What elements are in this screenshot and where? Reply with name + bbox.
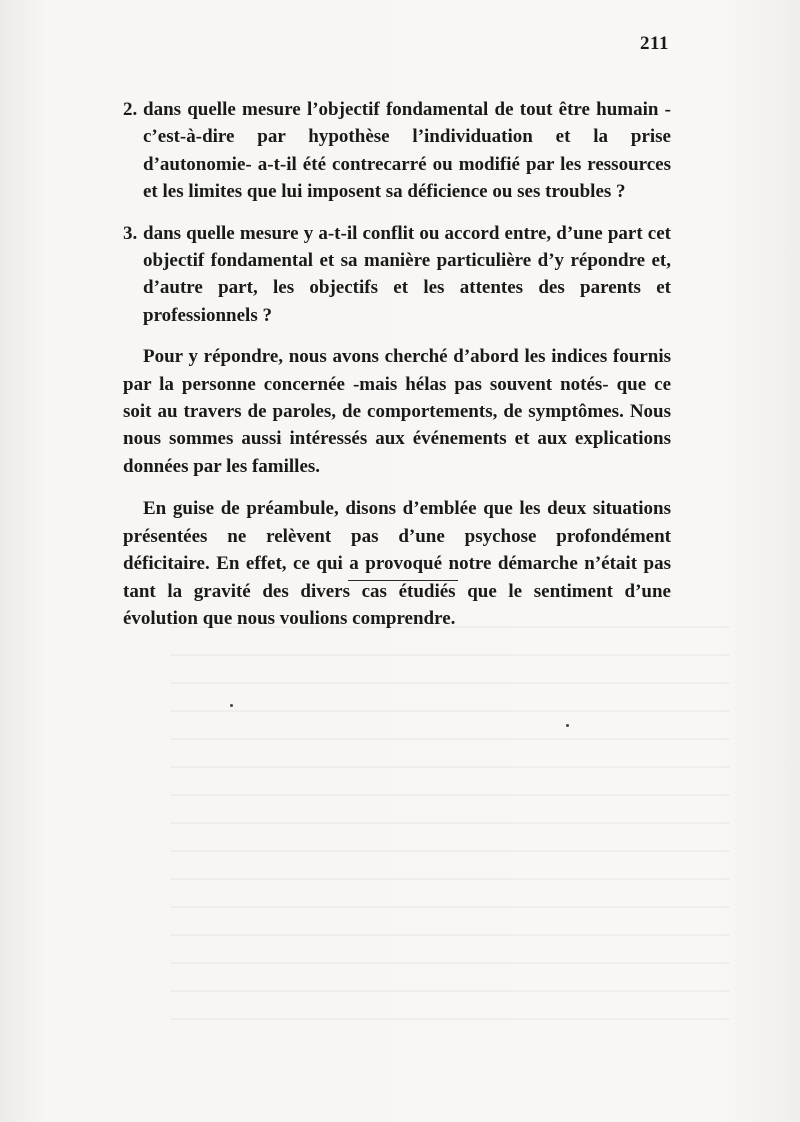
print-speck xyxy=(230,704,233,707)
bleed-through-line xyxy=(170,1018,730,1020)
bleed-through-line xyxy=(170,794,730,796)
bleed-through-line xyxy=(170,850,730,852)
bleed-through-line xyxy=(170,962,730,964)
item-text: dans quelle mesure y a-t-il conflit ou accord entre, d’une part cet objectif fondamental et sa manière particulière d’y répondre et, d’autre part, les objectifs et les attentes des parents et professionnels ? xyxy=(143,222,671,326)
print-speck xyxy=(566,724,569,727)
bleed-through-line xyxy=(170,654,730,656)
bleed-through-line xyxy=(170,822,730,824)
bleed-through-line xyxy=(170,906,730,908)
page-number: 211 xyxy=(640,33,669,54)
item-number: 3. xyxy=(123,222,138,244)
bleed-through-line xyxy=(170,766,730,768)
bleed-through-line xyxy=(170,934,730,936)
item-number: 2. xyxy=(123,99,138,120)
bleed-through-line xyxy=(170,990,730,992)
numbered-item xyxy=(123,220,671,330)
numbered-item xyxy=(123,96,671,206)
bleed-through-line xyxy=(170,878,730,880)
body-paragraph: Pour y répondre, nous avons cherché d’abord les indices fournis par la personne concernée -mais hélas pas souvent notés- que ce soit au travers de paroles, de comportements, de symptômes. Nous nous sommes aussi intéressés aux événements et aux explications données par les familles. xyxy=(123,346,671,477)
bleed-through-line xyxy=(170,682,730,684)
body-paragraph: En guise de préambule, disons d’emblée que les deux situations présentées ne relèvent pas d’une psychose profondément déficitaire. En effet, ce qui a provoqué notre démarche n’était pas tant la gravité des divers cas étudiés que le sentiment d’une évolution que nous voulions comprendre. xyxy=(123,498,671,629)
bleed-through-line xyxy=(170,738,730,740)
bleed-through-line xyxy=(170,710,730,712)
page-body xyxy=(123,96,671,647)
section-divider xyxy=(348,580,458,581)
item-text: dans quelle mesure l’objectif fondamental de tout être humain - c’est-à-dire par hypothèse l’individuation et la prise d’autonomie- a-t-il été contrecarré ou modifié par les ressources et les limites que lui imposent sa déficience ou ses troubles ? xyxy=(143,99,671,203)
